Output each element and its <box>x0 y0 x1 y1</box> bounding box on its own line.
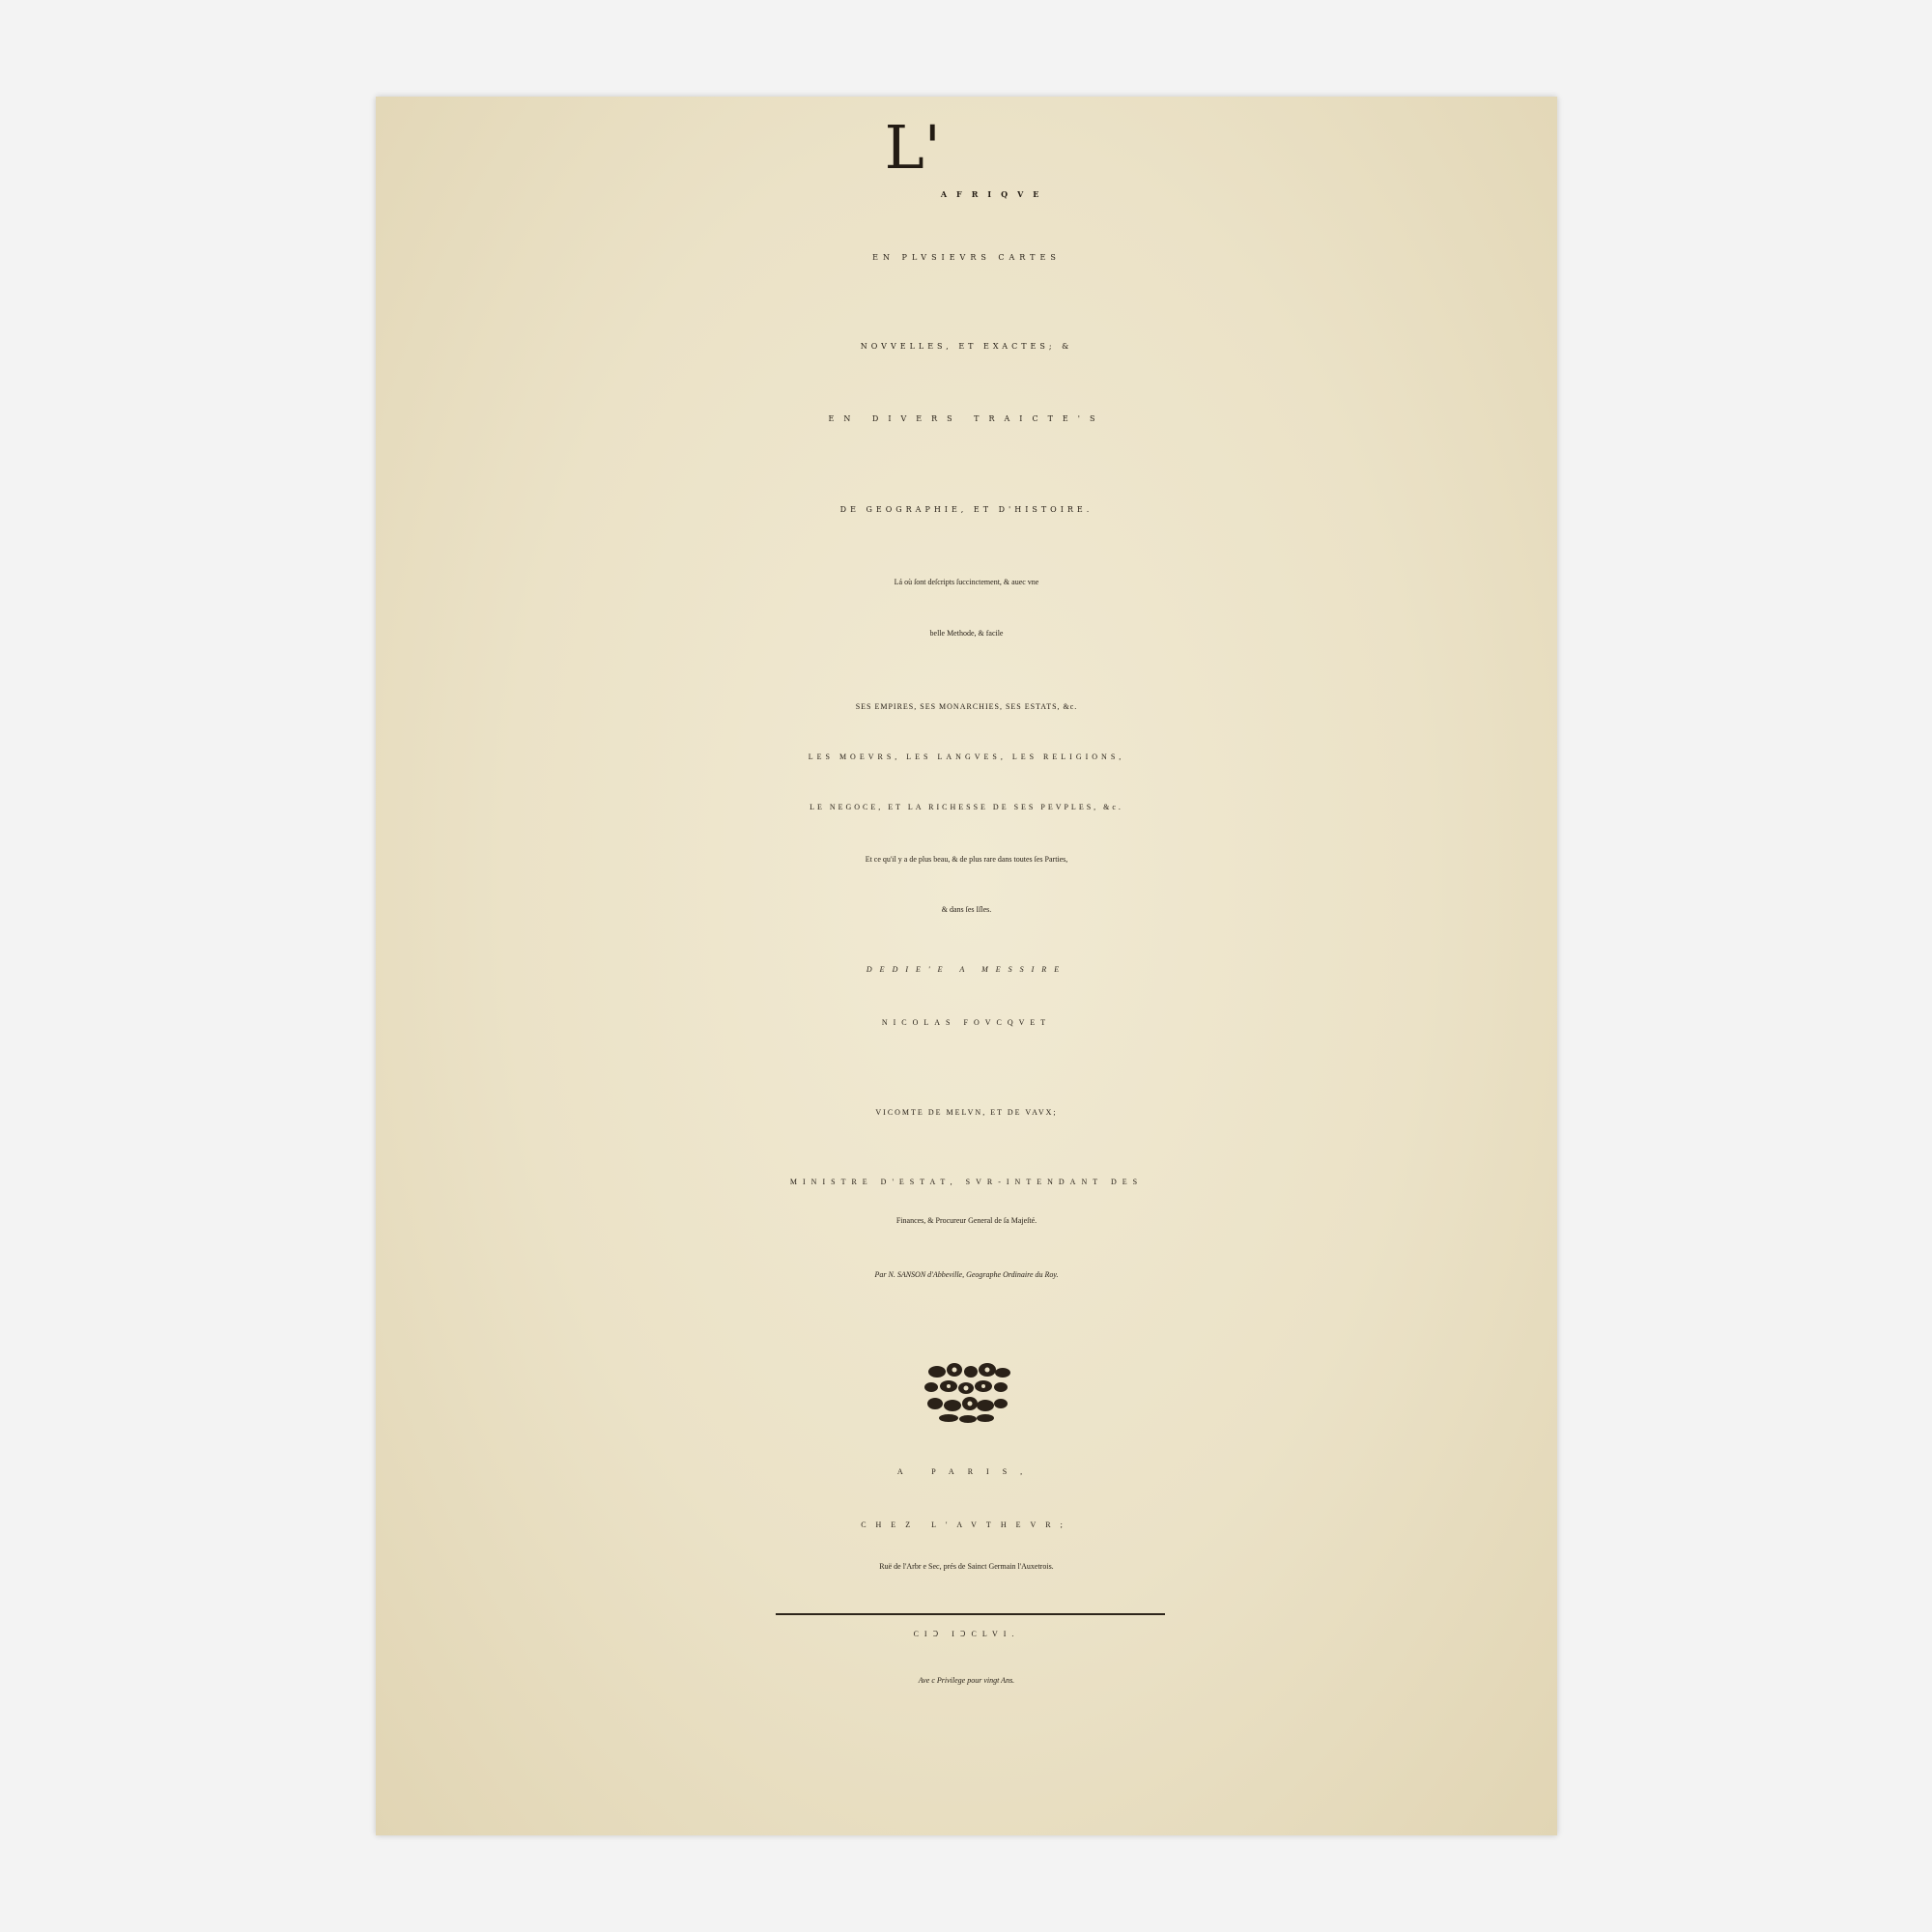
contents-line-5: & dans ſes Iſles. <box>941 905 992 914</box>
dedicatee-name: NICOLAS FOVCQVET <box>881 1018 1052 1027</box>
dedicatee-title: VICOMTE DE MELVN, ET DE VAVX; <box>875 1108 1058 1117</box>
author-line: Par N. SANSON d'Abbeville, Geographe Ordinaire du Roy. <box>874 1270 1059 1279</box>
contents-line-1: SES EMPIRES, SES MONARCHIES, SES ESTATS, &c. <box>855 702 1078 711</box>
subtitle-line-2: EN PLVSIEVRS CARTES <box>872 253 1061 262</box>
privilege-line: Ave c Privilege pour vingt Ans. <box>918 1676 1015 1685</box>
title-page <box>376 97 1557 1835</box>
subtitle-line-4: EN DIVERS TRAICTE'S <box>828 414 1105 423</box>
fleuron-ornament-icon <box>918 1358 1015 1424</box>
title-afrique <box>376 112 1557 199</box>
imprint-address: Ruë de l'Arbr e Sec, prés de Sainct Germain l'Auxetrois. <box>879 1562 1054 1571</box>
dedicatee-office-2: Finances, & Procureur General de ſa Majeſté. <box>895 1216 1037 1225</box>
contents-line-4: Et ce qu'il y a de plus beau, & de plus rare dans toutes ſes Parties, <box>865 855 1068 864</box>
imprint-city: A PARIS, <box>896 1467 1037 1476</box>
imprint-divider <box>776 1613 1165 1615</box>
contents-line-3: LE NEGOCE, ET LA RICHESSE DE SES PEVPLES, &c. <box>810 803 1123 811</box>
title-main: AFRIQVE <box>940 189 1049 199</box>
subtitle-line-5: DE GEOGRAPHIE, ET D'HISTOIRE. <box>839 505 1094 514</box>
imprint-publisher: CHEZ L'AVTHEVR; <box>861 1520 1072 1529</box>
imprint-year: CIↃ IↃCLVI. <box>913 1630 1020 1638</box>
description-line-1: Lá où ſont deſcripts ſuccinctement, & auec vne <box>894 578 1039 586</box>
contents-line-2: LES MOEVRS, LES LANGVES, LES RELIGIONS, <box>808 753 1125 761</box>
dedicatee-office-1: MINISTRE D'ESTAT, SVR-INTENDANT DES <box>789 1178 1144 1186</box>
dedication-line: DEDIE'E A MESSIRE <box>866 965 1067 974</box>
description-line-2: belle Methode, & facile <box>929 629 1004 638</box>
subtitle-line-3: NOVVELLES, ET EXACTES; & <box>860 342 1073 351</box>
title-prefix: L' <box>884 112 941 183</box>
